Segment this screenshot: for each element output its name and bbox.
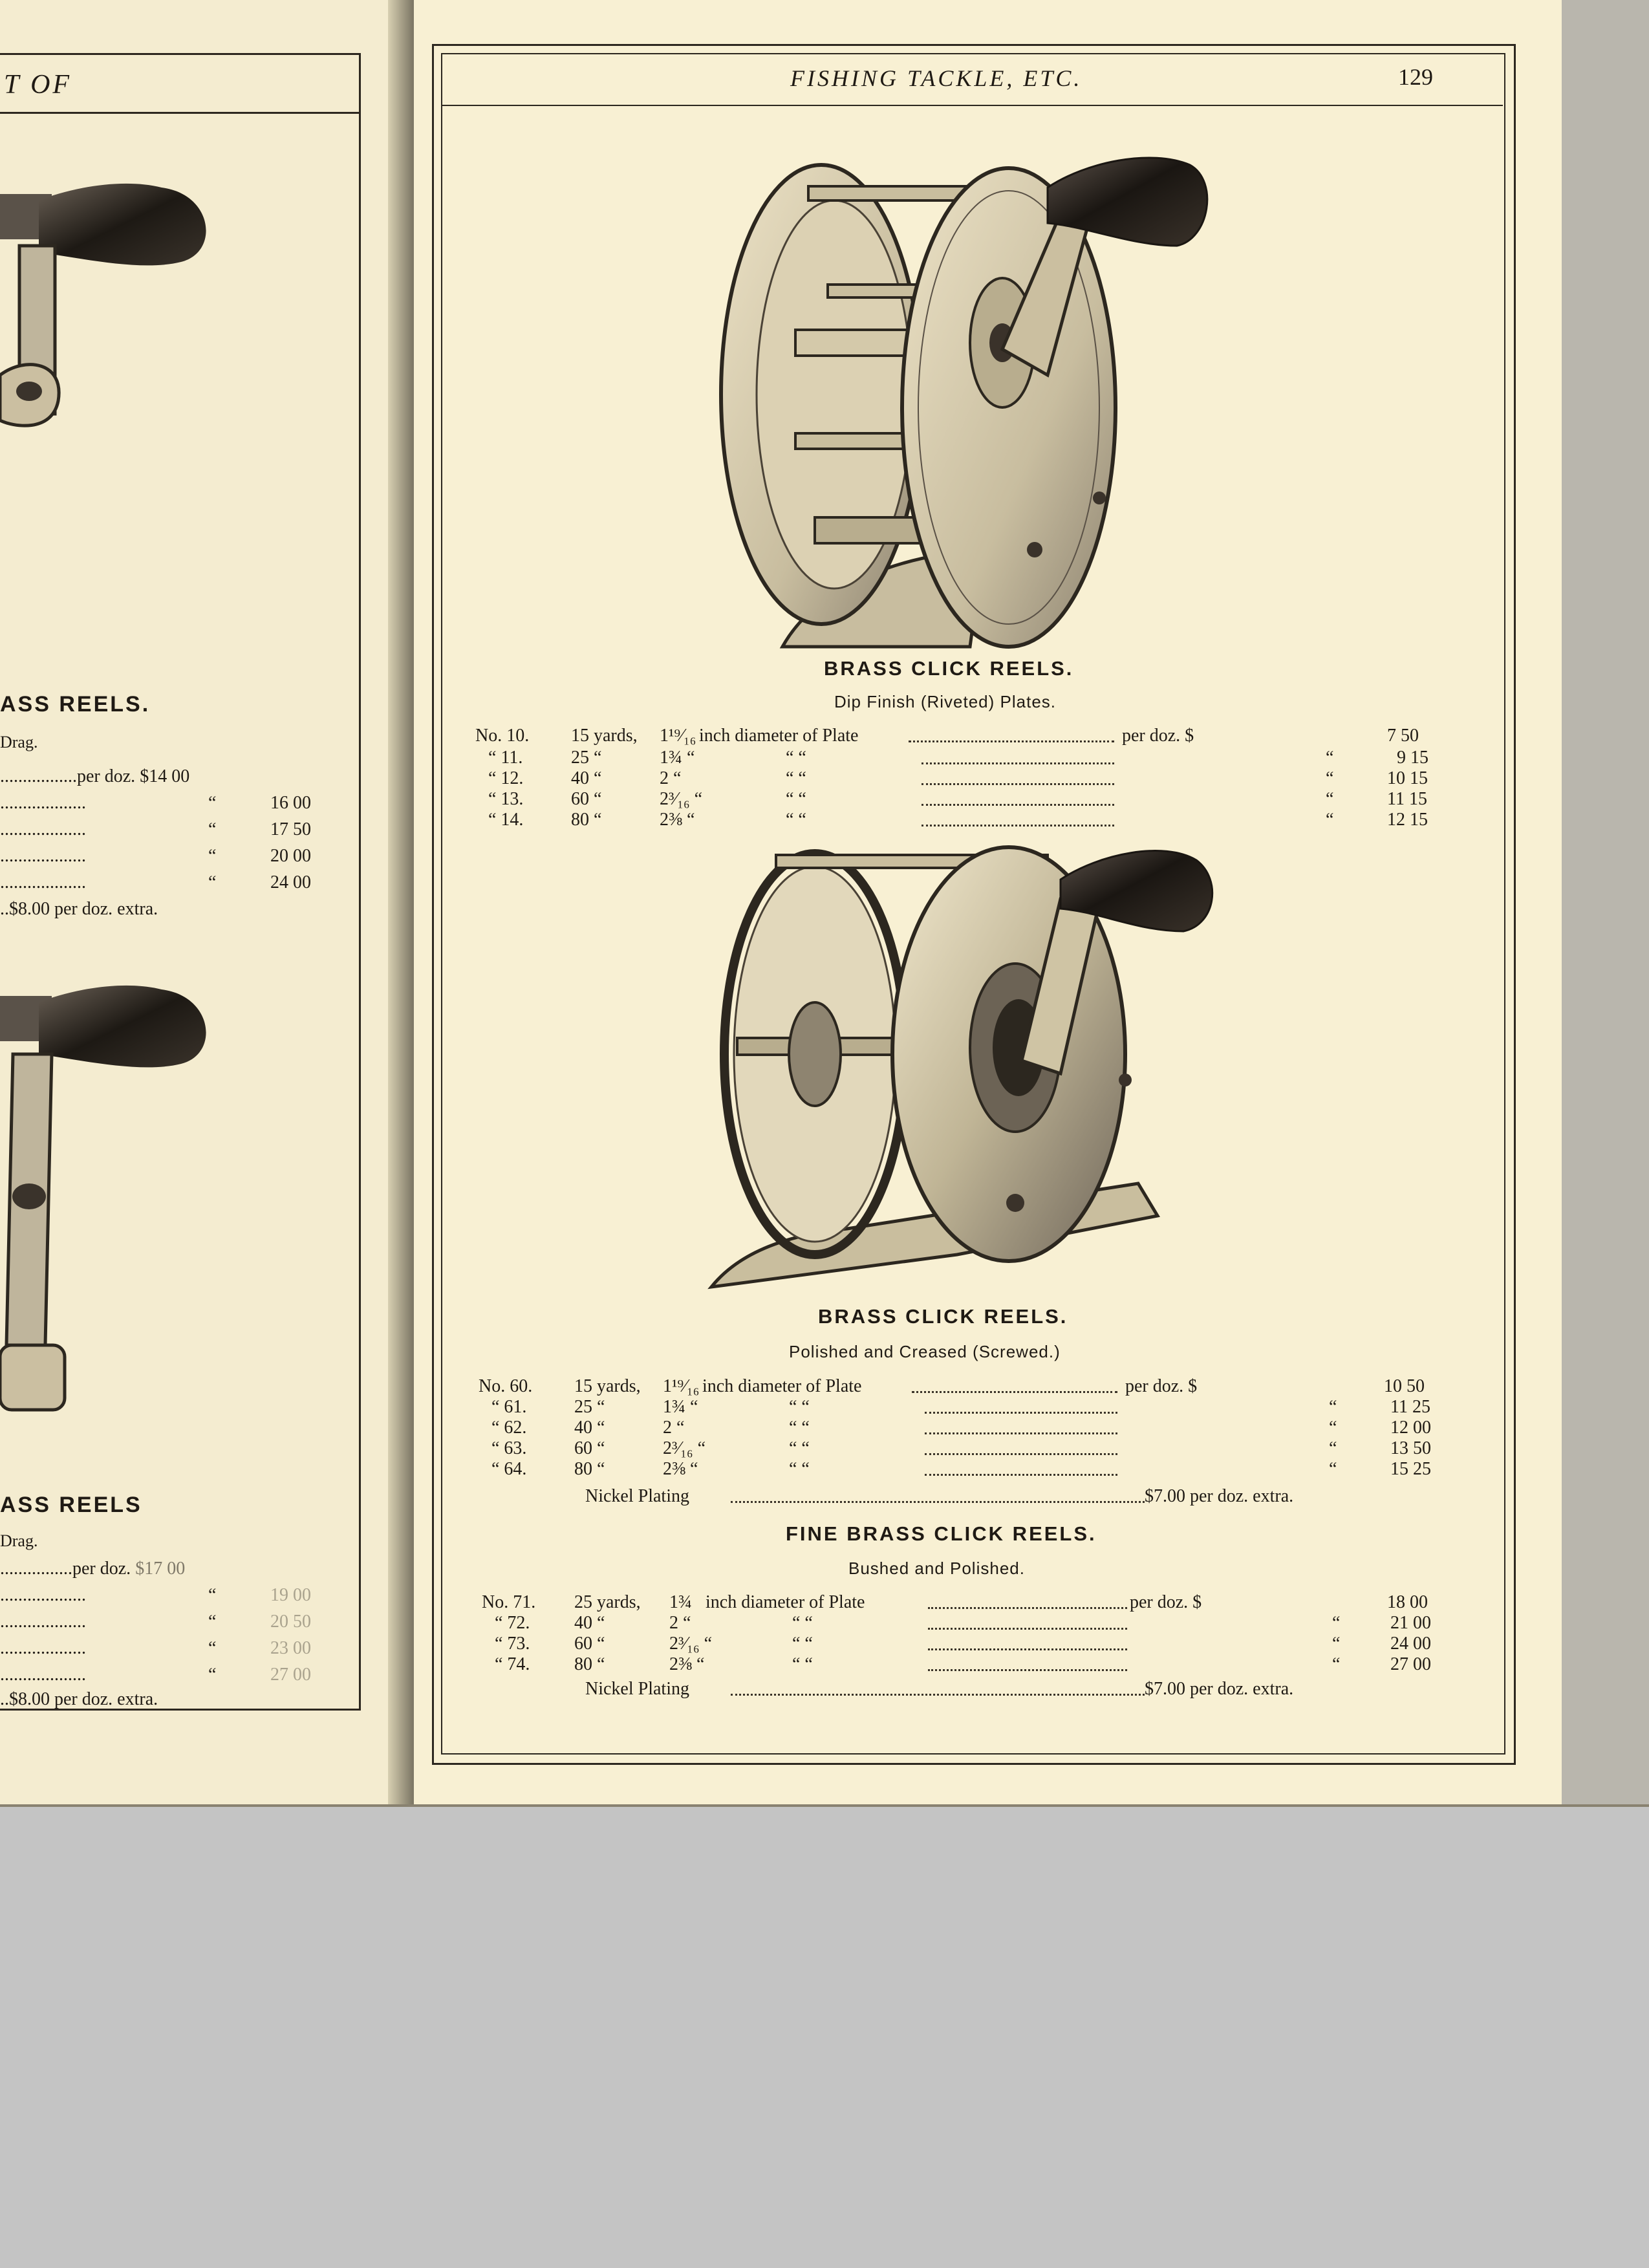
- item-diameter: 1¾ “: [660, 748, 695, 768]
- item-yards: 15 yards,: [571, 726, 638, 746]
- left-section2-sub: Drag.: [0, 1531, 38, 1550]
- item-description: “ “: [789, 1438, 810, 1458]
- leader-dots: [921, 742, 1114, 764]
- item-number: “ 72.: [495, 1613, 530, 1633]
- nickel-plating-price: $7.00 per doz. extra.: [1145, 1679, 1294, 1699]
- item-price: 7 50: [1387, 726, 1419, 746]
- left-page-header: [0, 53, 359, 114]
- item-number: “ 14.: [488, 810, 524, 830]
- leader-dots: [928, 1586, 1127, 1609]
- left-section2-ditto: “: [208, 1665, 217, 1685]
- item-number: No. 60.: [479, 1376, 533, 1396]
- item-yards: 25 “: [571, 748, 602, 768]
- item-price: 21 00: [1390, 1613, 1431, 1633]
- item-yards: 15 yards,: [574, 1376, 641, 1396]
- left-section1-ditto: “: [208, 846, 217, 866]
- item-yards: 60 “: [574, 1438, 605, 1458]
- page-edge: [1562, 0, 1649, 1804]
- leader-dots: [731, 1673, 1145, 1696]
- item-diameter: 1¾ “: [663, 1397, 698, 1417]
- item-price: 15 25: [1390, 1459, 1431, 1479]
- item-price: 11 25: [1390, 1397, 1430, 1417]
- item-number: “ 11.: [488, 748, 523, 768]
- leader-dots: [928, 1607, 1127, 1630]
- section-subtitle: Dip Finish (Riveted) Plates.: [834, 692, 1056, 711]
- item-unit: “: [1326, 789, 1334, 809]
- item-description: inch diameter of Plate: [702, 1376, 862, 1396]
- item-yards: 80 “: [574, 1459, 605, 1479]
- left-section2-line: ...................: [0, 1638, 86, 1658]
- left-section1-line: ...................: [0, 793, 86, 813]
- item-diameter: 2³⁄₁₆ “: [669, 1634, 713, 1654]
- section-subtitle: Bushed and Polished.: [848, 1559, 1025, 1578]
- page-number: 129: [1398, 64, 1433, 90]
- left-section2-price: 19 00: [270, 1585, 311, 1605]
- item-number: “ 13.: [488, 789, 524, 809]
- item-diameter: 1¹⁹⁄₁₆: [663, 1376, 700, 1396]
- item-description: “ “: [786, 748, 806, 768]
- item-unit: “: [1326, 768, 1334, 788]
- left-section2-ditto: “: [208, 1585, 217, 1605]
- left-section1-price: 17 50: [270, 819, 311, 839]
- item-yards: 40 “: [574, 1613, 605, 1633]
- left-section1-line: .................per doz. $14 00: [0, 766, 190, 786]
- item-price: 13 50: [1390, 1438, 1431, 1458]
- price-row: [479, 1459, 1455, 1480]
- leader-dots: [925, 1412, 1117, 1434]
- left-section1-note: ..$8.00 per doz. extra.: [0, 899, 158, 919]
- left-section2-ditto: “: [208, 1638, 217, 1658]
- item-unit: “: [1329, 1418, 1337, 1438]
- left-section2-line: ...................: [0, 1665, 86, 1685]
- leader-dots: [921, 804, 1114, 826]
- left-section1-line: ...................: [0, 872, 86, 892]
- item-diameter: 2⅜ “: [669, 1654, 705, 1674]
- item-number: “ 12.: [488, 768, 524, 788]
- left-section2-price: 23 00: [270, 1638, 311, 1658]
- price-row: [482, 1654, 1458, 1675]
- item-price: 11 15: [1387, 789, 1427, 809]
- item-price: 12 00: [1390, 1418, 1431, 1438]
- section-title: BRASS CLICK REELS.: [824, 657, 1074, 680]
- left-frame-rule: [359, 53, 361, 1711]
- item-diameter: 2 “: [663, 1418, 685, 1438]
- item-diameter: 2³⁄₁₆ “: [663, 1438, 706, 1458]
- item-price: 9 15: [1397, 748, 1428, 768]
- left-section1-price: 16 00: [270, 793, 311, 813]
- item-yards: 60 “: [571, 789, 602, 809]
- leader-dots: [925, 1391, 1117, 1414]
- item-price: 18 00: [1387, 1592, 1428, 1612]
- left-section2-line: ...................: [0, 1612, 86, 1632]
- item-unit: “: [1326, 748, 1334, 768]
- item-number: “ 73.: [495, 1634, 530, 1654]
- item-diameter: 2⅜ “: [660, 810, 695, 830]
- section-title: BRASS CLICK REELS.: [818, 1305, 1068, 1328]
- item-unit: per doz. $: [1122, 726, 1194, 746]
- item-yards: 25 yards,: [574, 1592, 641, 1612]
- item-diameter: 2⅜ “: [663, 1459, 698, 1479]
- leader-dots: [928, 1628, 1127, 1650]
- left-section1-sub: Drag.: [0, 733, 38, 751]
- nickel-plating-price: $7.00 per doz. extra.: [1145, 1486, 1294, 1506]
- left-section1-ditto: “: [208, 793, 217, 813]
- item-unit: per doz. $: [1130, 1592, 1202, 1612]
- price-row: [475, 810, 1452, 830]
- item-yards: 80 “: [571, 810, 602, 830]
- leader-dots: [921, 783, 1114, 806]
- left-section1-ditto: “: [208, 872, 217, 892]
- left-section1-ditto: “: [208, 819, 217, 839]
- left-section2-note: ..$8.00 per doz. extra.: [0, 1689, 158, 1709]
- item-description: “ “: [792, 1654, 813, 1674]
- item-number: No. 10.: [475, 726, 530, 746]
- left-section2-heading: ASS REELS: [0, 1493, 142, 1517]
- item-description: inch diameter of Plate: [699, 726, 859, 746]
- item-unit: “: [1329, 1438, 1337, 1458]
- item-unit: “: [1332, 1654, 1341, 1674]
- left-section2-price: 20 50: [270, 1612, 311, 1632]
- item-description: “ “: [786, 768, 806, 788]
- item-unit: “: [1332, 1634, 1341, 1654]
- fishing-reel-illustration: [698, 841, 1229, 1293]
- nickel-plating-label: Nickel Plating: [585, 1486, 689, 1506]
- nickel-plating-label: Nickel Plating: [585, 1679, 689, 1699]
- left-section1-price: 24 00: [270, 872, 311, 892]
- item-description: “ “: [792, 1634, 813, 1654]
- item-diameter: 2³⁄₁₆ “: [660, 789, 703, 809]
- item-number: “ 62.: [491, 1418, 527, 1438]
- item-description: “ “: [789, 1459, 810, 1479]
- section-title: FINE BRASS CLICK REELS.: [786, 1522, 1097, 1545]
- item-description: “ “: [789, 1397, 810, 1417]
- left-section1-line: ...................: [0, 819, 86, 839]
- item-number: “ 63.: [491, 1438, 527, 1458]
- running-head: [441, 59, 1503, 106]
- leader-dots: [731, 1480, 1145, 1503]
- left-section1-heading: ASS REELS.: [0, 692, 151, 717]
- item-unit: “: [1332, 1613, 1341, 1633]
- left-section2-line: ................per doz. $17 00: [0, 1559, 186, 1579]
- left-section2-ditto: “: [208, 1612, 217, 1632]
- item-yards: 80 “: [574, 1654, 605, 1674]
- page-bottom-edge: [0, 1804, 1649, 1807]
- item-yards: 25 “: [574, 1397, 605, 1417]
- leader-dots: [925, 1453, 1117, 1476]
- item-description: “ “: [792, 1613, 813, 1633]
- item-diameter: 2 “: [660, 768, 682, 788]
- left-running-head: T OF: [4, 70, 72, 100]
- item-yards: 60 “: [574, 1634, 605, 1654]
- item-number: “ 61.: [491, 1397, 527, 1417]
- item-price: 27 00: [1390, 1654, 1431, 1674]
- left-section1-line: ...................: [0, 846, 86, 866]
- item-number: No. 71.: [482, 1592, 536, 1612]
- left-section1-price: 20 00: [270, 846, 311, 866]
- leader-dots: [925, 1432, 1117, 1455]
- item-yards: 40 “: [571, 768, 602, 788]
- item-description: “ “: [786, 789, 806, 809]
- item-number: “ 64.: [491, 1459, 527, 1479]
- item-unit: “: [1329, 1459, 1337, 1479]
- leader-dots: [909, 720, 1114, 742]
- item-unit: “: [1329, 1397, 1337, 1417]
- section-subtitle: Polished and Creased (Screwed.): [789, 1342, 1061, 1361]
- item-diameter: 1¹⁹⁄₁₆: [660, 726, 696, 746]
- item-price: 10 50: [1384, 1376, 1425, 1396]
- item-yards: 40 “: [574, 1418, 605, 1438]
- item-price: 10 15: [1387, 768, 1428, 788]
- leader-dots: [921, 762, 1114, 785]
- item-description: “ “: [789, 1418, 810, 1438]
- left-section2-line: ...................: [0, 1585, 86, 1605]
- running-head-title: FISHING TACKLE, ETC.: [790, 65, 1083, 91]
- leader-dots: [928, 1648, 1127, 1671]
- item-description: inch diameter of Plate: [706, 1592, 865, 1612]
- item-number: “ 74.: [495, 1654, 530, 1674]
- item-diameter: 2 “: [669, 1613, 691, 1633]
- item-description: “ “: [786, 810, 806, 830]
- leader-dots: [912, 1370, 1117, 1393]
- reel-crank-illustration: [0, 983, 220, 1423]
- item-diameter: 1¾: [669, 1592, 692, 1612]
- item-price: 24 00: [1390, 1634, 1431, 1654]
- reel-crank-illustration: [0, 181, 220, 440]
- fishing-reel-illustration: [698, 136, 1216, 666]
- item-unit: per doz. $: [1125, 1376, 1198, 1396]
- item-price: 12 15: [1387, 810, 1428, 830]
- left-section2-price: 27 00: [270, 1665, 311, 1685]
- left-page: [0, 0, 416, 1804]
- item-unit: “: [1326, 810, 1334, 830]
